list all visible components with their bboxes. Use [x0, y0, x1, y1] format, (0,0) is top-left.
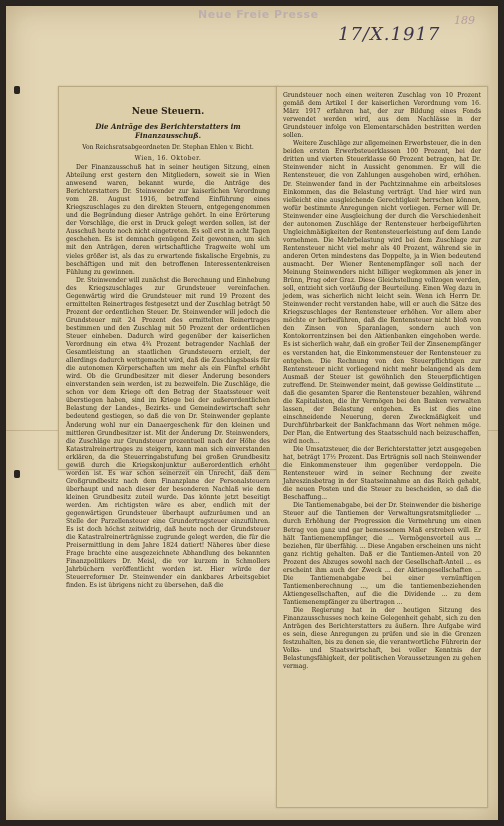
article-paragraph: Die Regierung hat in der heutigen Sitzung des Finanzausschusses noch keine Gelegenheit gehabt, sich zu den Anträgen des Berichterstatters zu äußern. Ihre Aufgabe wird es sein, diese Anregungen zu prüfen und sie in die Grenzen festzuhalten, bis zu denen sie, die verantwortliche Führerin der Volks- und Staatswirtschaft, bei voller Kenntnis der Belastungsfähigkeit, der politischen Voraussetzungen zu gehen vermag.: [283, 607, 481, 671]
article-byline: Von Reichsratsabgeordneten Dr. Stephan Ehlen v. Bicht.: [82, 144, 254, 151]
article-paragraph: Die Umsatzsteuer, die der Berichterstatter jetzt ausgegeben hat, beträgt 17½ Prozent. Das Erträgnis soll nach Steinwender die Einkommensteuer ihm gegenüber verdoppeln. Die Rentensteuer wird in seiner Rechnung der zweite Jahreszinsbetrag in der Staatseinnahme an das Reich gehabt, die neuen Posten und die Steuer zu bescheiden, so daß die Beschaffung...: [283, 446, 481, 502]
article-headline: Neue Steuern.: [131, 107, 205, 117]
article-paragraph: Grundsteuer noch einen weiteren Zuschlag von 10 Prozent gemäß dem Artikel I der kaiserlichen Verordnung vom 16. März 1917 erfahren hat, der zur Bildung eines Fonds verwendet werden wird, aus dem Nachlässe in der Grundsteuer infolge von Elementarschäden bestritten werden sollen.: [283, 92, 481, 140]
newspaper-source-stamp: Neue Freie Presse: [198, 8, 319, 21]
article-paragraph: Der Finanzausschuß hat in seiner heutigen Sitzung, einen Abteilung erst gestern den Mitgliedern, soweit sie in Wien anwesend waren, bekannt wurde, die Anträge des Berichterstatters Dr. Steinwender zur kaiserlichen Verordnung vom 28. August 1916, betreffend Einführung eines Kriegszuschlages zu den direkten Steuern, entgegengenommen und die Begründung dieser Anträge gehört. In eine Erörterung der Vorschläge, die erst in Druck gelegt werden sollen, ist der Ausschuß heute noch nicht eingetreten. Es soll erst in acht Tagen geschehen. Es ist demnach genügend Zeit gewonnen, um sich mit den Anträgen, deren wirtschaftliche Tragweite wohl um vieles größer ist, als das zu erwartende fiskalische Ergebnis, zu beschäftigen und mit den betroffenen Interessentenkreisen Fühlung zu gewinnen.: [66, 164, 270, 276]
article-right-column: [283, 92, 481, 802]
article-paragraph: Die Tantiemenabgabe, bei der Dr. Steinwender die bisherige Steuer auf die Tantiemen der Verwaltungsratsmitglieder ... durch Erhöhung der Progression die Vermehrung um einen Betrag von ganz und gar bemessenem Maß erstreben will. Er hält Tantiemenempfänger, die ... Vermögensvorteil aus ... beziehen, für überfähig. ... Diese Angaben erscheinen uns nicht ganz richtig gehalten. Daß er die Tantiemen-Anteil von 20 Prozent des Abzuges sowohl nach der Gesellschaft-Anteil ... es erscheint ihm auch der Zweck ... der Aktiengesellschaften ... Die Tantiemenabgabe bei einer vernünftigen Tantiemenberechnung ..., um die tantiemenbeziehenden Aktiengesellschaften, auf die die Dividende ... zu dem Tantiemenempfänger zu übertragen ...: [283, 502, 481, 606]
article-left-column: [66, 94, 270, 590]
handwritten-page-number: 189: [454, 14, 475, 27]
handwritten-date: 17/X.1917: [338, 24, 441, 45]
article-subheadline: Die Anträge des Berichterstatters im Finanzausschuß.: [95, 122, 241, 140]
article-dateline: Wien, 16. Oktober.: [134, 155, 202, 162]
article-paragraph: Dr. Steinwender will zunächst die Berechnung und Einhebung des Kriegszuschlages zur Grundsteuer vereinfachen. Gegenwärtig wird die Grundsteuer mit rund 19 Prozent des ermittelten Reinertrages festgesetzt und der Zuschlag beträgt 50 Prozent der ordentlichen Steuer. Dr. Steinwender will jedoch die Grundsteuer mit 24 Prozent des ermittelten Reinertrages bestimmen und den Zuschlag mit 50 Prozent der ordentlichen Steuer einheben. Dadurch wird gegenüber der kaiserlichen Verordnung ein etwa 4¾ Prozent betragender Nachlaß der Gesamtleistung an staatlichen Grundsteuern erzielt, der allerdings dadurch wettgemacht wird, daß die Zuschlagsbasis für die autonomen Körperschaften um mehr als ein Fünftel erhöht wird. Ob die Grundbesitzer mit dieser Änderung besonders einverstanden sein werden, ist zu bezweifeln. Die Zuschläge, die schon vor dem Kriege oft den Betrag der Staatssteuer weit überstiegen haben, sind im Kriege bei der außerordentlichen Belastung der Landes-, Bezirks- und Gemeindewirtschaft sehr bedeutend gestiegen, so daß die von Dr. Steinwender geplante Änderung wohl nur ein Danaergeschenk für den kleinen und mittleren Grundbesitzer ist. Mit der Änderung Dr. Steinwenders, die Zuschläge zur Grundsteuer prozentuell nach der Höhe des Katastralreinertrages zu steigern, kann man sich einverstanden erklären, da die Steuerringabstufung bei großen Grundbesitz gewiß durch die Kriegskonjunktur außerordentlich erhöht worden ist. Es war schon seinerzeit ein Unrecht, daß dem Großgrundbesitz nach dem Finanzplane der Personalsteuern überhaupt und nach dieser der besonderen Nachlaß wie dem kleinen Grundbesitz zuteil wurde. Das könnte jetzt beseitigt werden. Am richtigsten wäre es aber, endlich mit der gegenwärtigen Grundsteuer überhaupt aufzuräumen und an Stelle der Parzellensteuer eine Grundertragsteuer einzuführen. Es ist doch höchst zeitwidrig, daß heute noch der Grundsteuer die Katastralreinerträgnisse zugrunde gelegt werden, die für die Preisermittlung in dem Jahre 1824 datiert! Näheres über diese Frage brachte eine ausgezeichnete Abhandlung des bekannten Finanzpolitikers Dr. Meisl, die vor kurzem in Schmollers Jahrbüchern veröffentlicht worden ist. Hier würde der Steuerreformer Dr. Steinwender ein dankbares Arbeitsgebiet finden. Es ist übrigens nicht zu übersehen, daß die: [66, 276, 270, 590]
punch-hole-bottom: [14, 470, 20, 478]
article-paragraph: Weitere Zuschläge zur allgemeinen Erwerbsteuer, die in den beiden ersten Erwerbsteuerklassen 100 Prozent, bei der dritten und vierten Steuerklasse 60 Prozent betragen, hat Dr. Steinwender nicht in Aussicht genommen. Er will die Rentensteuer, die von Zahlungen ausgehoben wird, erhöhen. Dr. Steinwender fand in der Pachtzinnahme ein arbeitsloses Einkommen, das die Belastung verträgt. Und hier wird nun vielleicht eine ausgleichende Gerechtigkeit herrschen können, wofür bestimmte Anregungen nicht vorliegen. Ferner will Dr. Steinwender eine Ausgleichung der durch die Verschiedenheit der autonomen Zuschläge der Rentensteuer herbeigeführten Ungleichmäßigkeiten der Rentensteuerleistung auf dem Lande vornehmen. Die Mehrbelastung wird bei dem Zuschlage zur Rentensteuer nicht viel mehr als 40 Prozent, während sie in anderen Orten mindestens das Doppelte, ja in Wien bedeutend ausmacht. Der Wiener Rentenempfänger soll nach der Meinung Steinwenders nicht billiger wegkommen als jener in Brünn, Prag oder Graz. Diese Gleichstellung vollzogen werden, soll, entzieht sich vorläufig der Beurteilung. Einen Weg dazu in jedem, was sicherlich nicht leicht sein. Wenn ich Herrn Dr. Steinwender recht verstanden habe, will er auch die Sätze des Kriegszuschlages der Rentensteuer erhöhen. Vor allem aber möchte er herbeiführen, daß die Rentensteuer nicht bloß von den Zinsen von Sparanlagen, sondern auch von Kontokorrentzinsen bei den Aktienbanken eingehoben werde. Es ist sicherlich wahr, daß ein großer Teil der Zinsenempfänger es verstanden hat, die Einkommensteuer der Rentensteuer zu entgehen. Die Rechnung von den Steuerpflichtigen zur Rentensteuer nicht vorliegend nicht mehr belangend als dem Ausmaß der Steuer ist gewöhnlich den Steuerpflichtigen zutreffend. Dr. Steinwender meint, daß gewisse Geldinstitute ... daß die gesamten Sparer die Rentensteuer bezahlen, während die Kapitalisten, die ihr Vermögen bei den Banken verwalten lassen, der Belastung entgehen. Es ist dies eine einschneidende Neuerung, deren Zweckmäßigkeit und Durchführbarkeit der Bankfachmann das Wort nehmen möge. Der Plan, die Entwertung des Staatsschuld nach beizuschaffen, wird noch...: [283, 140, 481, 446]
punch-hole-top: [14, 86, 20, 94]
